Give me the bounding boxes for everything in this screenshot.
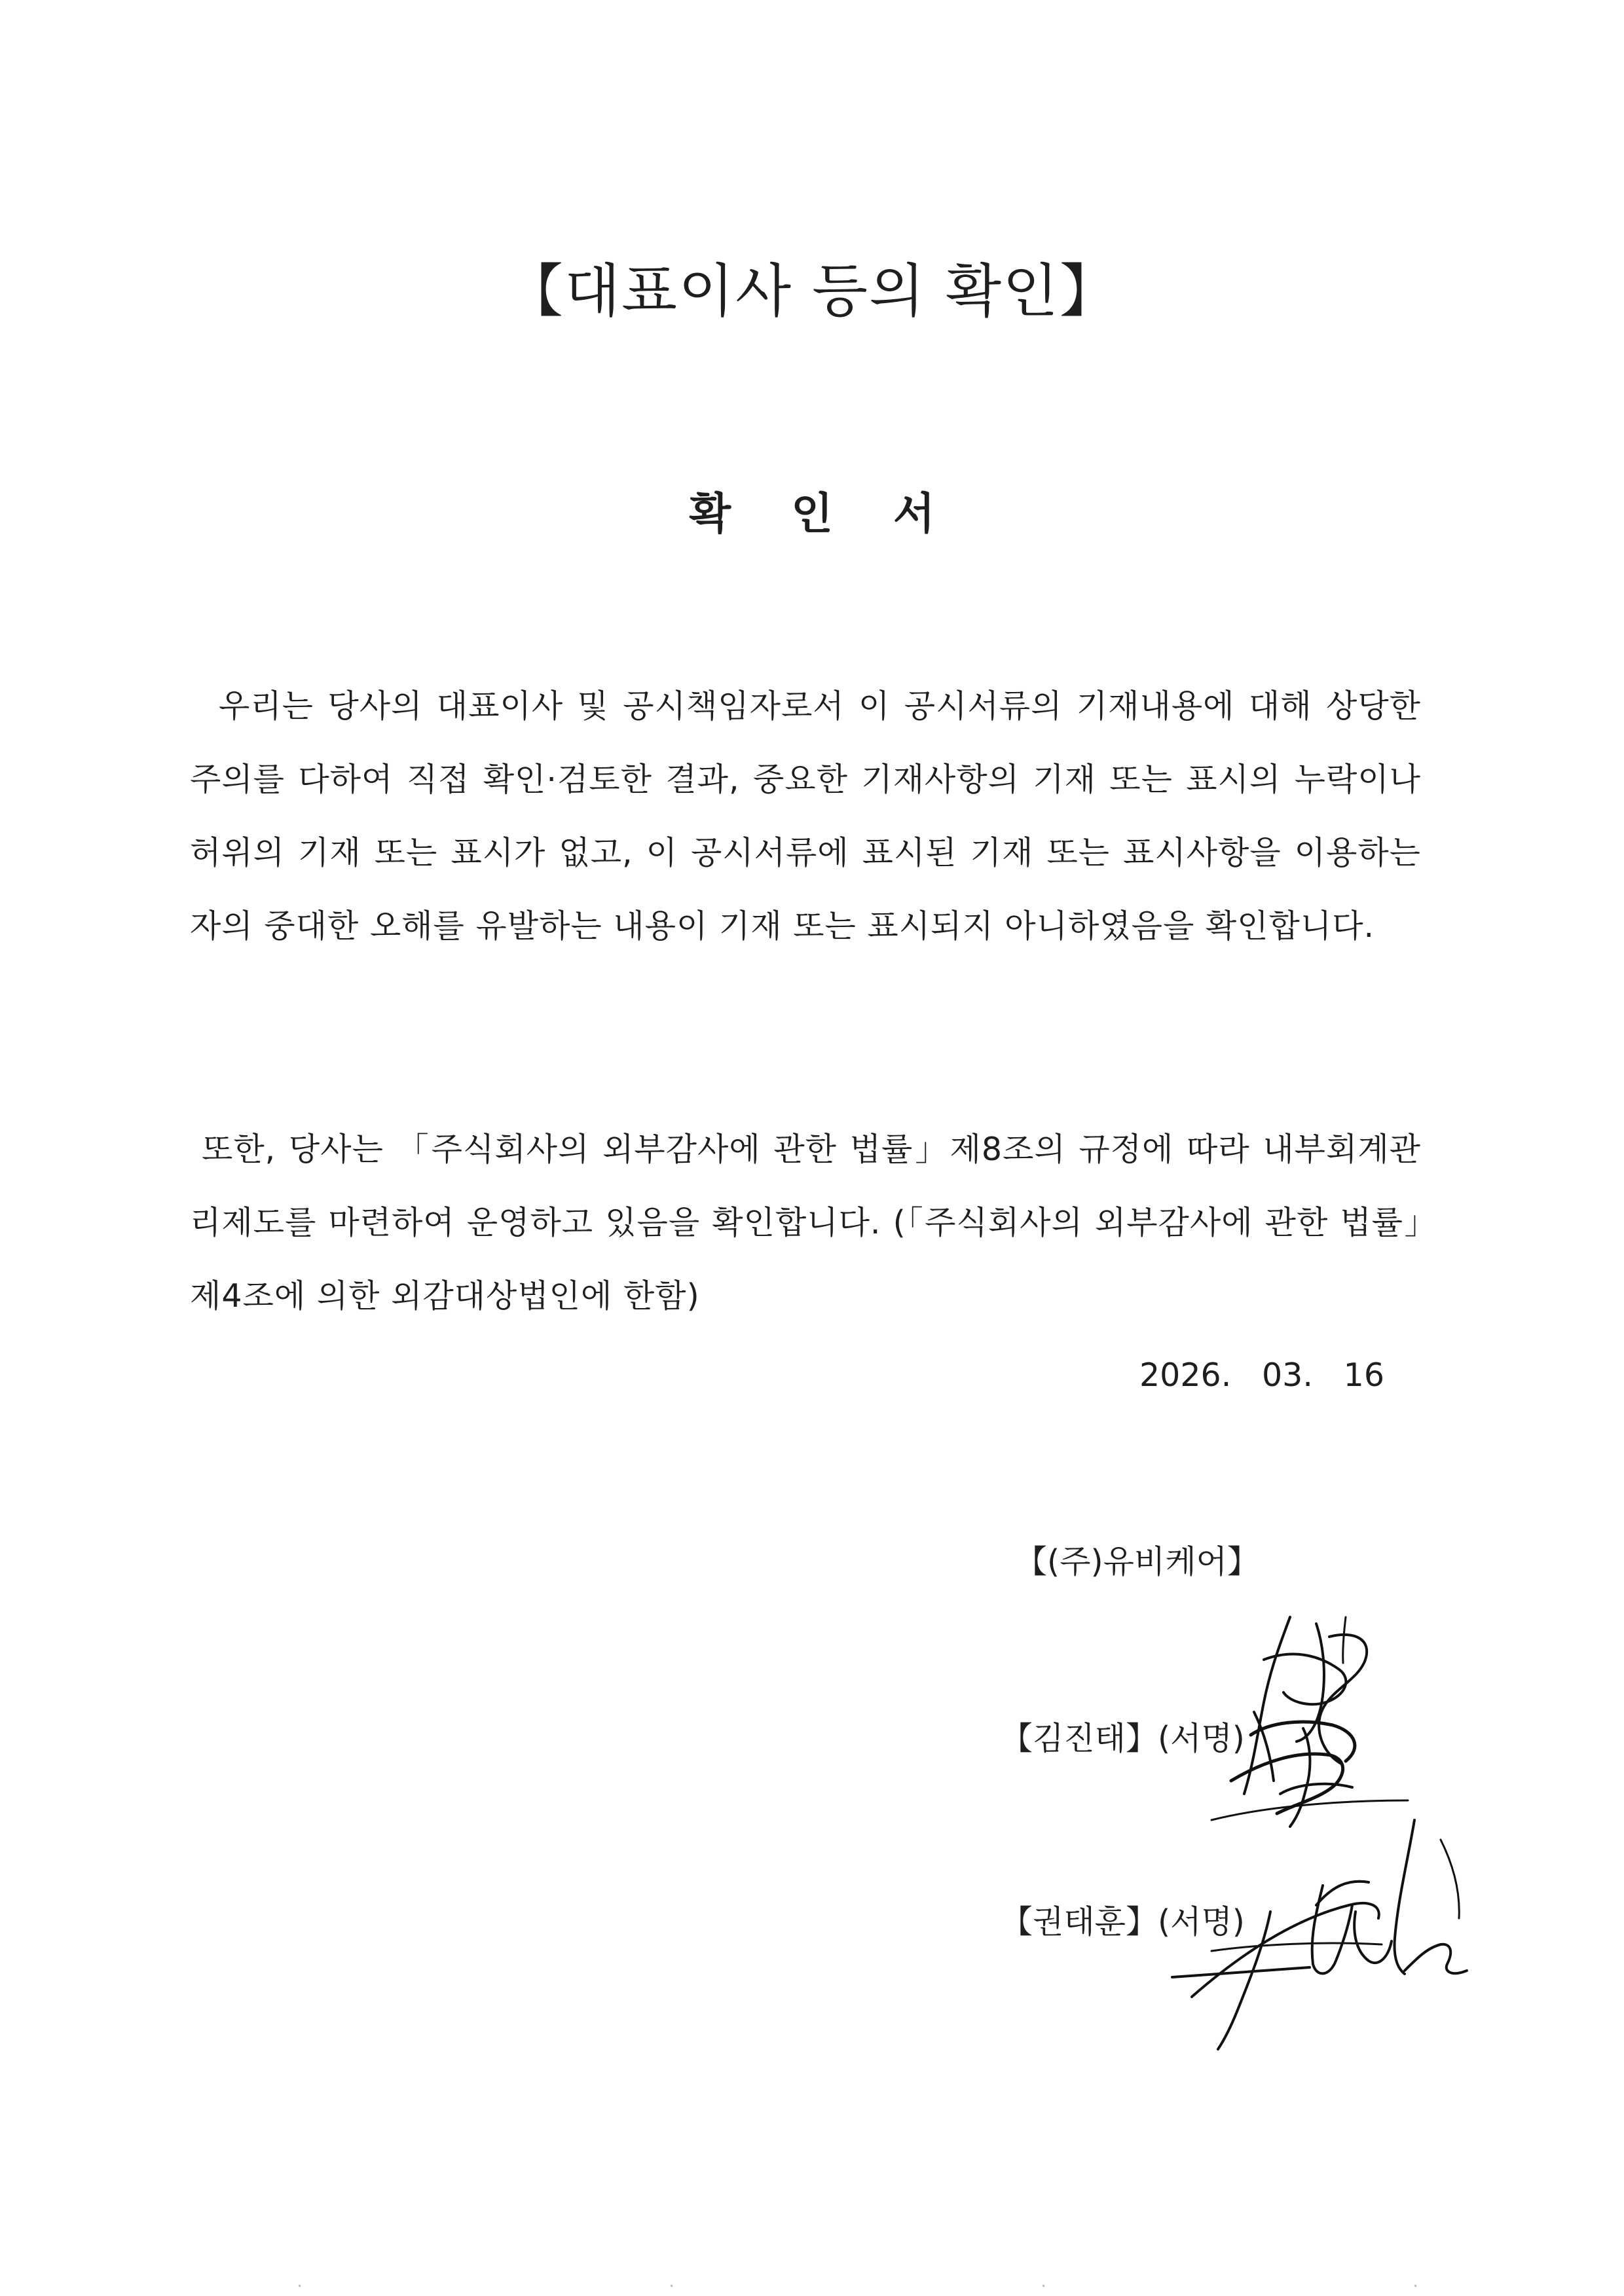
subtitle-char: 확	[689, 488, 731, 539]
scan-artifact-dot	[1414, 2285, 1416, 2287]
document-title: 【대표이사 등의 확인】	[505, 257, 1118, 325]
subtitle-confirmation	[0, 481, 1624, 547]
internal-control-paragraph: 또한, 당사는 「주식회사의 외부감사에 관한 법률」제8조의 규정에 따라 내부회계관리제도를 마련하여 운영하고 있음을 확인합니다. (「주식회사의 외부감사에 관한 법률」제4조에 의한 외감대상법인에 한함)	[190, 1131, 1421, 1315]
company-name: 【(주)유비케어】	[1015, 1543, 1259, 1580]
subtitle-char: 서	[893, 488, 935, 539]
officer-name-label: 【권태훈】(서명)	[1001, 1903, 1245, 1941]
scan-artifact-dot	[299, 2285, 301, 2287]
scan-artifact-dot	[671, 2285, 673, 2287]
ceo-name-label: 【김진태】(서명)	[1001, 1720, 1245, 1757]
document-date: 2026. 03. 16	[1139, 1357, 1385, 1394]
confirmation-paragraph: 우리는 당사의 대표이사 및 공시책임자로서 이 공시서류의 기재내용에 대해 상당한 주의를 다하여 직접 확인·검토한 결과, 중요한 기재사항의 기재 또는 표시의 누락이나 허위의 기재 또는 표시가 없고, 이 공시서류에 표시된 기재 또는 표시사항을 이용하는 자의 중대한 오해를 유발하는 내용이 기재 또는 표시되지 아니하였음을 확인합니다.	[190, 687, 1421, 945]
scan-artifact-dot	[1043, 2285, 1044, 2287]
subtitle-char: 인	[791, 488, 833, 539]
